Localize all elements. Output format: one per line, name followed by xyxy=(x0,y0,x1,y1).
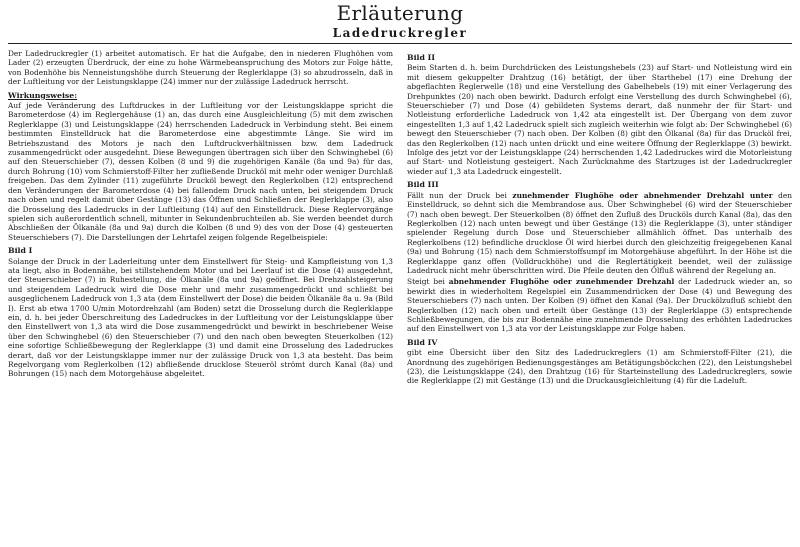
document-page xyxy=(0,2,800,547)
para-2-emphasis: abnehmender Flughöhe oder zunehmender Drehzahl xyxy=(448,277,675,287)
page-subtitle: Ladedruckregler xyxy=(332,26,468,40)
para-2-lead: Steigt bei xyxy=(407,277,449,287)
heading-function: Wirkungsweise: xyxy=(8,90,78,100)
heading-bild-1: Bild I xyxy=(8,246,33,256)
header-divider xyxy=(8,43,792,44)
page-header xyxy=(8,2,792,40)
text-columns xyxy=(8,49,792,388)
rising-pressure-paragraph xyxy=(407,277,792,333)
bild-3-lead: Fällt nun der Druck bei xyxy=(407,190,513,200)
page-title: Erläuterung xyxy=(336,1,464,25)
left-column xyxy=(8,49,393,388)
bild-3-emphasis: zunehmender Flughöhe oder abnehmender Drehzahl unter xyxy=(512,190,773,200)
para-2-text: der Ladedruck wieder an, so bewirkt dies in wiederholtem Regelspiel ein Zusammendrücken der Dose (4) und Bewegung des Steuerschiebers (7) nach unten. Der Kolben (9) öffnet den Kanal (9a). Der Druckölzufluß schiebt den Reglerkolben (12) nach oben und erteilt über Gestänge (13) der Reglerklappe (3) entsprechende Schließbewegungen, die bis zur Bodennähe eine zunehmende Drosselung des erhöhten Ladedruckes auf den Einstellwert von 1,3 ata vor der Leistungsklappe zur Folge haben. xyxy=(407,277,793,334)
bild-4-paragraph: gibt eine Übersicht über den Sitz des Ladedruckreglers (1) am Schmierstoff-Filter (21), die Anordnung des zugehörigen Bedienungsgestänges am Betätigungsböckchen (22), den Leistungshebel (23), die Leistungsklappe (24), den Drahtzug (16) für Starteinstellung des Ladedruckreglers, sowie die Reglerklappe (2) mit Gestänge (13) und die Druckausgleichleitung (4) für die Ladeluft. xyxy=(407,348,792,386)
heading-bild-2: Bild II xyxy=(407,53,435,62)
bild-3-paragraph xyxy=(407,191,792,276)
right-column xyxy=(407,49,792,388)
bild-1-paragraph: Solange der Druck in der Laderleitung unter dem Einstellwert für Steig- und Kampfleistung von 1,3 ata liegt, also in Bodennähe, bei stillstehendem Motor und bei Leerlauf ist die Dose (4) ausgedehnt, der Steuerschieber (7) in Ruhestellung, die Ölkanäle (8a und 9a) geöffnet. Bei Drehzahlsteigerung und steigendem Ladedruck wird die Dose mehr und mehr zusammengedrückt und schließt bei ausgeglichenem Ladedruck von 1,3 ata (dem Einstellwert der Dose) die beiden Ölkanäle 8a u. 9a (Bild I). Erst ab etwa 1700 U/min Motordrehzahl (am Boden) setzt die Drosselung durch die Reglerklappe ein, d. h. bei jeder Überschreitung des Ladedruckes in der Luftleitung vor der Leistungsklappe über den Einstellwert von 1,3 ata wird die Dose zusammengedrückt und bewirkt in beschriebener Weise über den Schwinghebel (6) den Steuerschieber (7) und den nach oben bewegten Steuerkolben (12) eine sofortige Schließbewegung der Reglerklappe (3) und damit eine Drosselung des Ladedruckes derart, daß vor der Leistungsklappe immer nur der zulässige Druck von 1,3 ata besteht. Das beim Regelvorgang vom Reglerkolben (12) abfließende drucklose Steueröl strömt durch Kanal (8a) und Bohrungen (15) nach dem Motorgehäuse abgeleitet. xyxy=(8,256,393,379)
bild-3-text: den Einstelldruck, so dehnt sich die Membrandose aus. Über Schwinghebel (6) wird der Steuerschieber (7) nach oben bewegt. Der Steuerkolben (8) öffnet den Zufluß des Drucköls durch Kanal (8a), das den Reglerkolben (12) nach unten bewegt und über Gestänge (13) die Reglerklappe (3), unter ständiger spielender Regelung durch Dose und Steuerschieber allmählich öffnet. Das unterhalb des Reglerkolbens (12) befindliche drucklose Öl wird hierbei durch den gleichzeitig freigegebenen Kanal (9a) und Bohrung (15) nach dem Schmierstoffsumpf im Motorgehäuse abgeführt. In der Höhe ist die Reglerklappe ganz offen (Volldruckhöhe) und die Reglertätigkeit beendet, weil der zulässige Ladedruck nicht mehr überschritten wird. Die Pfeile deuten den Ölfluß während der Regelung an. xyxy=(407,190,793,275)
bild-2-paragraph: Beim Starten d. h. beim Durchdrücken des Leistungshebels (23) auf Start- und Notleistung wird ein mit diesem gekuppelter Drahtzug (16) betätigt, der über Starthebel (17) eine Drehung der abgeflachten Reglerwelle (18) und eine Verstellung des Gabelhebels (19) mit einer Verlagerung des Drehpunktes (20) nach oben bewirkt. Dadurch erfolgt eine Verstellung des durch Schwinghebel (6), Steuerschieber (7) und Dose (4) gebildeten Systems derart, daß nunmehr der für Start- und Notleistung erforderliche Ladedruck von 1,42 ata eingestellt ist. Der Übergang von dem zuvor eingestellten 1,3 auf 1,42 Ladedruck spielt sich zugleich weiterhin wie folgt ab: Der Schwinghebel (6) bewegt den Steuerschieber (7) nach oben. Der Kolben (8) gibt den Ölkanal (8a) für das Drucköl frei, das den Reglerkolben (12) nach unten drückt und eine weitere Öffnung der Reglerklappe (3) bewirkt. Infolge des jetzt vor der Leistungsklappe (24) herrschenden 1,42 Ladedruckes wird die Motorleistung auf Start- und Notleistung gesteigert. Nach Zurücknahme des Startzuges ist der Ladedruckregler wieder auf 1,3 ata Ladedruck eingestellt. xyxy=(407,63,792,176)
heading-bild-3: Bild III xyxy=(407,180,439,190)
heading-bild-4: Bild IV xyxy=(407,337,438,347)
function-paragraph: Auf jede Veränderung des Luftdruckes in der Luftleitung vor der Leistungsklappe spricht die Barometerdose (4) im Reglergehäuse (1) an, das durch eine Ausgleichleitung (5) mit dem zwischen Reglerklappe (3) und Leistungsklappe (24) herrschenden Ladedruck in Verbindung steht. Bei einem bestimmten Einstelldruck hat die Barometerdose eine abgestimmte Länge. Sie wird im Betriebszustand des Motors je nach den Luftdruckverhältnissen bzw. dem Ladedruck zusammengedrückt oder ausgedehnt. Diese Bewegungen übertragen sich über den Schwinghebel (6) auf den Steuerschieber (7), dessen Kolben (8 und 9) die zugehörigen Kanäle (8a und 9a) für das, durch Bohrung (10) vom Schmierstoff-Filter her zufließende Drucköl mit mehr oder weniger Durchlaß freigeben. Das dem Zylinder (11) zugeführte Drucköl bewegt den Reglerkolben (12) entsprechend den Veränderungen der Barometerdose (4) bei fallendem Druck nach unten, bei steigendem Druck nach oben und regelt damit über Gestänge (13) das Öffnen und Schließen der Reglerklappe (3), also die Drosselung des Ladedrucks in der Luftleitung (14) auf den Einstelldruck. Diese Reglervorgänge spielen sich außerordentlich schnell, mitunter in Sekundenbruchteilen ab. Sie werden beendet durch Abschließen der Ölkanäle (8a und 9a) durch die Kolben (8 und 9) des von der Dose (4) gesteuerten Steuerschiebers (7). Die Darstellungen der Lehrtafel zeigen folgende Regelbeispiele: xyxy=(8,101,393,242)
intro-paragraph: Der Ladedruckregler (1) arbeitet automatisch. Er hat die Aufgabe, den in niederen Flughöhen vom Lader (2) erzeugten Überdruck, der eine zu hohe Wärmebeanspruchung des Motors zur Folge hätte, von Bodenhöhe bis Nenneistungshöhe durch Steuerung der Reglerklappe (3) so abzudrosseln, daß in der Luftleitung vor der Leistungsklappe (24) immer nur der zulässige Ladedruck herrscht. xyxy=(8,49,393,87)
